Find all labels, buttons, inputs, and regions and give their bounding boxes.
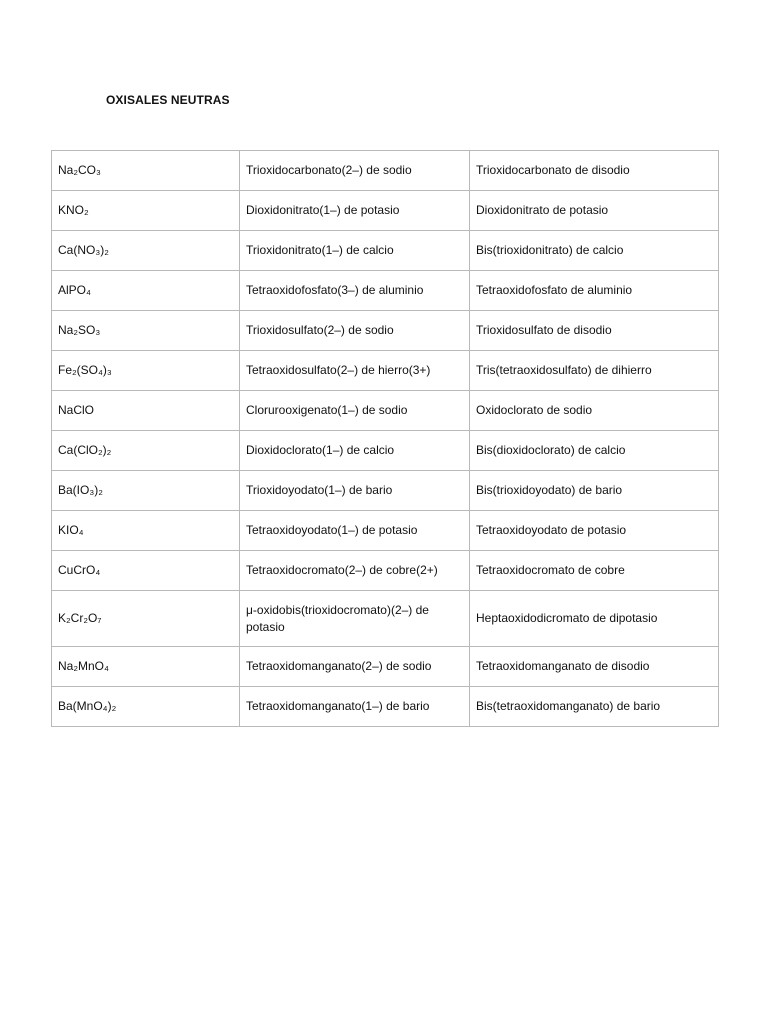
stock-name-cell: μ-oxidobis(trioxidocromato)(2–) de potasio — [240, 591, 470, 647]
page-title: OXISALES NEUTRAS — [106, 93, 230, 107]
formula-cell: Na₂MnO₄ — [52, 647, 240, 687]
systematic-name-cell: Tris(tetraoxidosulfato) de dihierro — [470, 351, 719, 391]
stock-name-cell: Tetraoxidocromato(2–) de cobre(2+) — [240, 551, 470, 591]
table-row — [52, 391, 719, 431]
systematic-name-cell: Oxidoclorato de sodio — [470, 391, 719, 431]
systematic-name-cell: Tetraoxidomanganato de disodio — [470, 647, 719, 687]
formula-cell: Fe₂(SO₄)₃ — [52, 351, 240, 391]
formula-cell: Na₂SO₃ — [52, 311, 240, 351]
table-row — [52, 191, 719, 231]
formula-cell: Na₂CO₃ — [52, 151, 240, 191]
table-row — [52, 351, 719, 391]
table-row — [52, 151, 719, 191]
stock-name-cell: Dioxidoclorato(1–) de calcio — [240, 431, 470, 471]
table-row — [52, 647, 719, 687]
systematic-name-cell: Heptaoxidodicromato de dipotasio — [470, 591, 719, 647]
systematic-name-cell: Bis(tetraoxidomanganato) de bario — [470, 687, 719, 727]
stock-name-cell: Dioxidonitrato(1–) de potasio — [240, 191, 470, 231]
systematic-name-cell: Tetraoxidocromato de cobre — [470, 551, 719, 591]
table-row — [52, 231, 719, 271]
stock-name-cell: Trioxidosulfato(2–) de sodio — [240, 311, 470, 351]
systematic-name-cell: Tetraoxidoyodato de potasio — [470, 511, 719, 551]
formula-cell: NaClO — [52, 391, 240, 431]
formula-cell: Ba(MnO₄)₂ — [52, 687, 240, 727]
stock-name-cell: Tetraoxidomanganato(2–) de sodio — [240, 647, 470, 687]
systematic-name-cell: Bis(dioxidoclorato) de calcio — [470, 431, 719, 471]
systematic-name-cell: Tetraoxidofosfato de aluminio — [470, 271, 719, 311]
oxisales-table — [51, 150, 719, 727]
stock-name-cell: Tetraoxidosulfato(2–) de hierro(3+) — [240, 351, 470, 391]
table-row — [52, 271, 719, 311]
table-row — [52, 511, 719, 551]
systematic-name-cell: Trioxidocarbonato de disodio — [470, 151, 719, 191]
systematic-name-cell: Bis(trioxidoyodato) de bario — [470, 471, 719, 511]
stock-name-cell: Clorurooxigenato(1–) de sodio — [240, 391, 470, 431]
systematic-name-cell: Bis(trioxidonitrato) de calcio — [470, 231, 719, 271]
table-row — [52, 551, 719, 591]
formula-cell: Ca(NO₃)₂ — [52, 231, 240, 271]
table-row — [52, 471, 719, 511]
stock-name-cell: Tetraoxidoyodato(1–) de potasio — [240, 511, 470, 551]
stock-name-cell: Tetraoxidomanganato(1–) de bario — [240, 687, 470, 727]
formula-cell: AlPO₄ — [52, 271, 240, 311]
table-row — [52, 311, 719, 351]
formula-cell: CuCrO₄ — [52, 551, 240, 591]
stock-name-cell: Trioxidoyodato(1–) de bario — [240, 471, 470, 511]
stock-name-cell: Trioxidonitrato(1–) de calcio — [240, 231, 470, 271]
systematic-name-cell: Dioxidonitrato de potasio — [470, 191, 719, 231]
formula-cell: KIO₄ — [52, 511, 240, 551]
table-row — [52, 431, 719, 471]
stock-name-cell: Tetraoxidofosfato(3–) de aluminio — [240, 271, 470, 311]
formula-cell: K₂Cr₂O₇ — [52, 591, 240, 647]
formula-cell: Ba(IO₃)₂ — [52, 471, 240, 511]
table-row — [52, 591, 719, 647]
table-row — [52, 687, 719, 727]
formula-cell: Ca(ClO₂)₂ — [52, 431, 240, 471]
table-body — [52, 151, 719, 727]
formula-cell: KNO₂ — [52, 191, 240, 231]
stock-name-cell: Trioxidocarbonato(2–) de sodio — [240, 151, 470, 191]
systematic-name-cell: Trioxidosulfato de disodio — [470, 311, 719, 351]
